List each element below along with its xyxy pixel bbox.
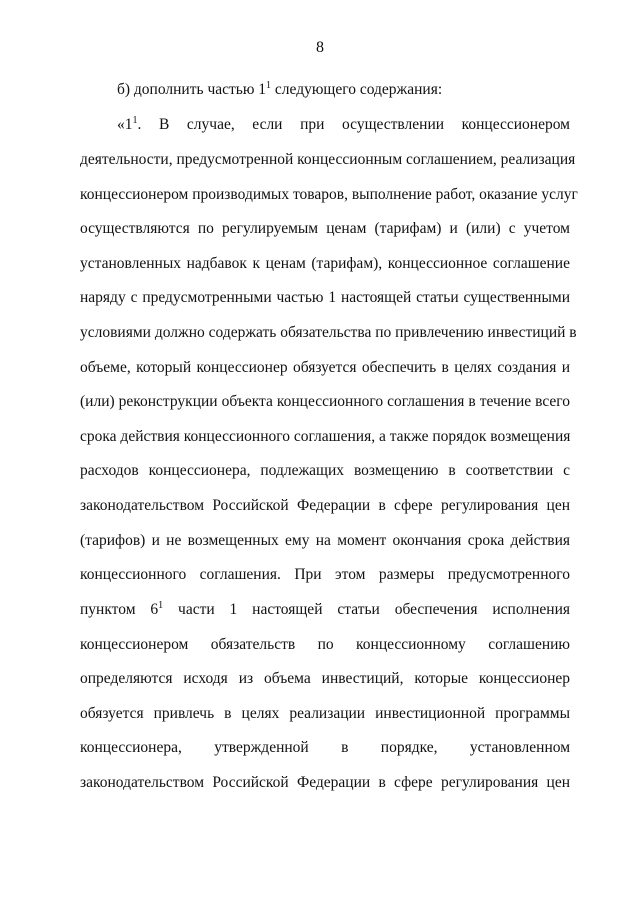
punkt-text: пунктом 6	[80, 601, 159, 618]
paragraph-lead-quote: «1	[117, 116, 133, 133]
text-line: наряду с предусмотренными частью 1 настоящей статьи существенными	[80, 289, 570, 306]
intro-text: б) дополнить частью 1	[117, 81, 267, 98]
text-line: концессионером производимых товаров, выполнение работ, оказание услуг	[80, 186, 578, 203]
intro-line	[117, 79, 570, 101]
text-line: условиями должно содержать обязательства по привлечению инвестиций в	[80, 324, 577, 341]
text-line: установленных надбавок к ценам (тарифам), концессионное соглашение	[80, 255, 570, 272]
text-line: срока действия концессионного соглашения, а также порядок возмещения	[80, 428, 571, 445]
punkt-text-end: части 1 настоящей статьи обеспечения исполнения	[163, 601, 570, 618]
paragraph-lead-line	[117, 114, 570, 136]
text-line: определяются исходя из объема инвестиций, которые концессионер	[80, 670, 570, 687]
punkt-superscript: 1	[158, 600, 164, 611]
text-line: деятельности, предусмотренной концессионным соглашением, реализация	[80, 151, 576, 168]
text-line: (тарифов) и не возмещенных ему на момент окончания срока действия	[80, 532, 570, 549]
text-line: осуществляются по регулируемым ценам (тарифам) и (или) с учетом	[80, 220, 570, 237]
text-line: концессионера, утвержденной в порядке, установленном	[80, 739, 570, 756]
text-line: объеме, который концессионер обязуется обеспечить в целях создания и	[80, 359, 570, 376]
paragraph-lead-superscript: 1	[132, 115, 138, 126]
text-line: концессионером обязательств по концессионному соглашению	[80, 636, 570, 653]
text-line: законодательством Российской Федерации в сфере регулирования цен	[80, 774, 570, 791]
page-number: 8	[316, 39, 324, 56]
text-line: концессионного соглашения. При этом размеры предусмотренного	[80, 566, 570, 583]
text-line: обязуется привлечь в целях реализации инвестиционной программы	[80, 705, 570, 722]
text-line: законодательством Российской Федерации в сфере регулирования цен	[80, 497, 570, 514]
text-line: (или) реконструкции объекта концессионного соглашения в течение всего	[80, 393, 570, 410]
paragraph-lead-text: . В случае, если при осуществлении концессионером	[137, 116, 570, 133]
intro-text-end: следующего содержания:	[271, 81, 443, 98]
punkt-line	[80, 599, 570, 621]
text-line: расходов концессионера, подлежащих возмещению в соответствии с	[80, 462, 570, 479]
intro-superscript: 1	[266, 80, 272, 91]
